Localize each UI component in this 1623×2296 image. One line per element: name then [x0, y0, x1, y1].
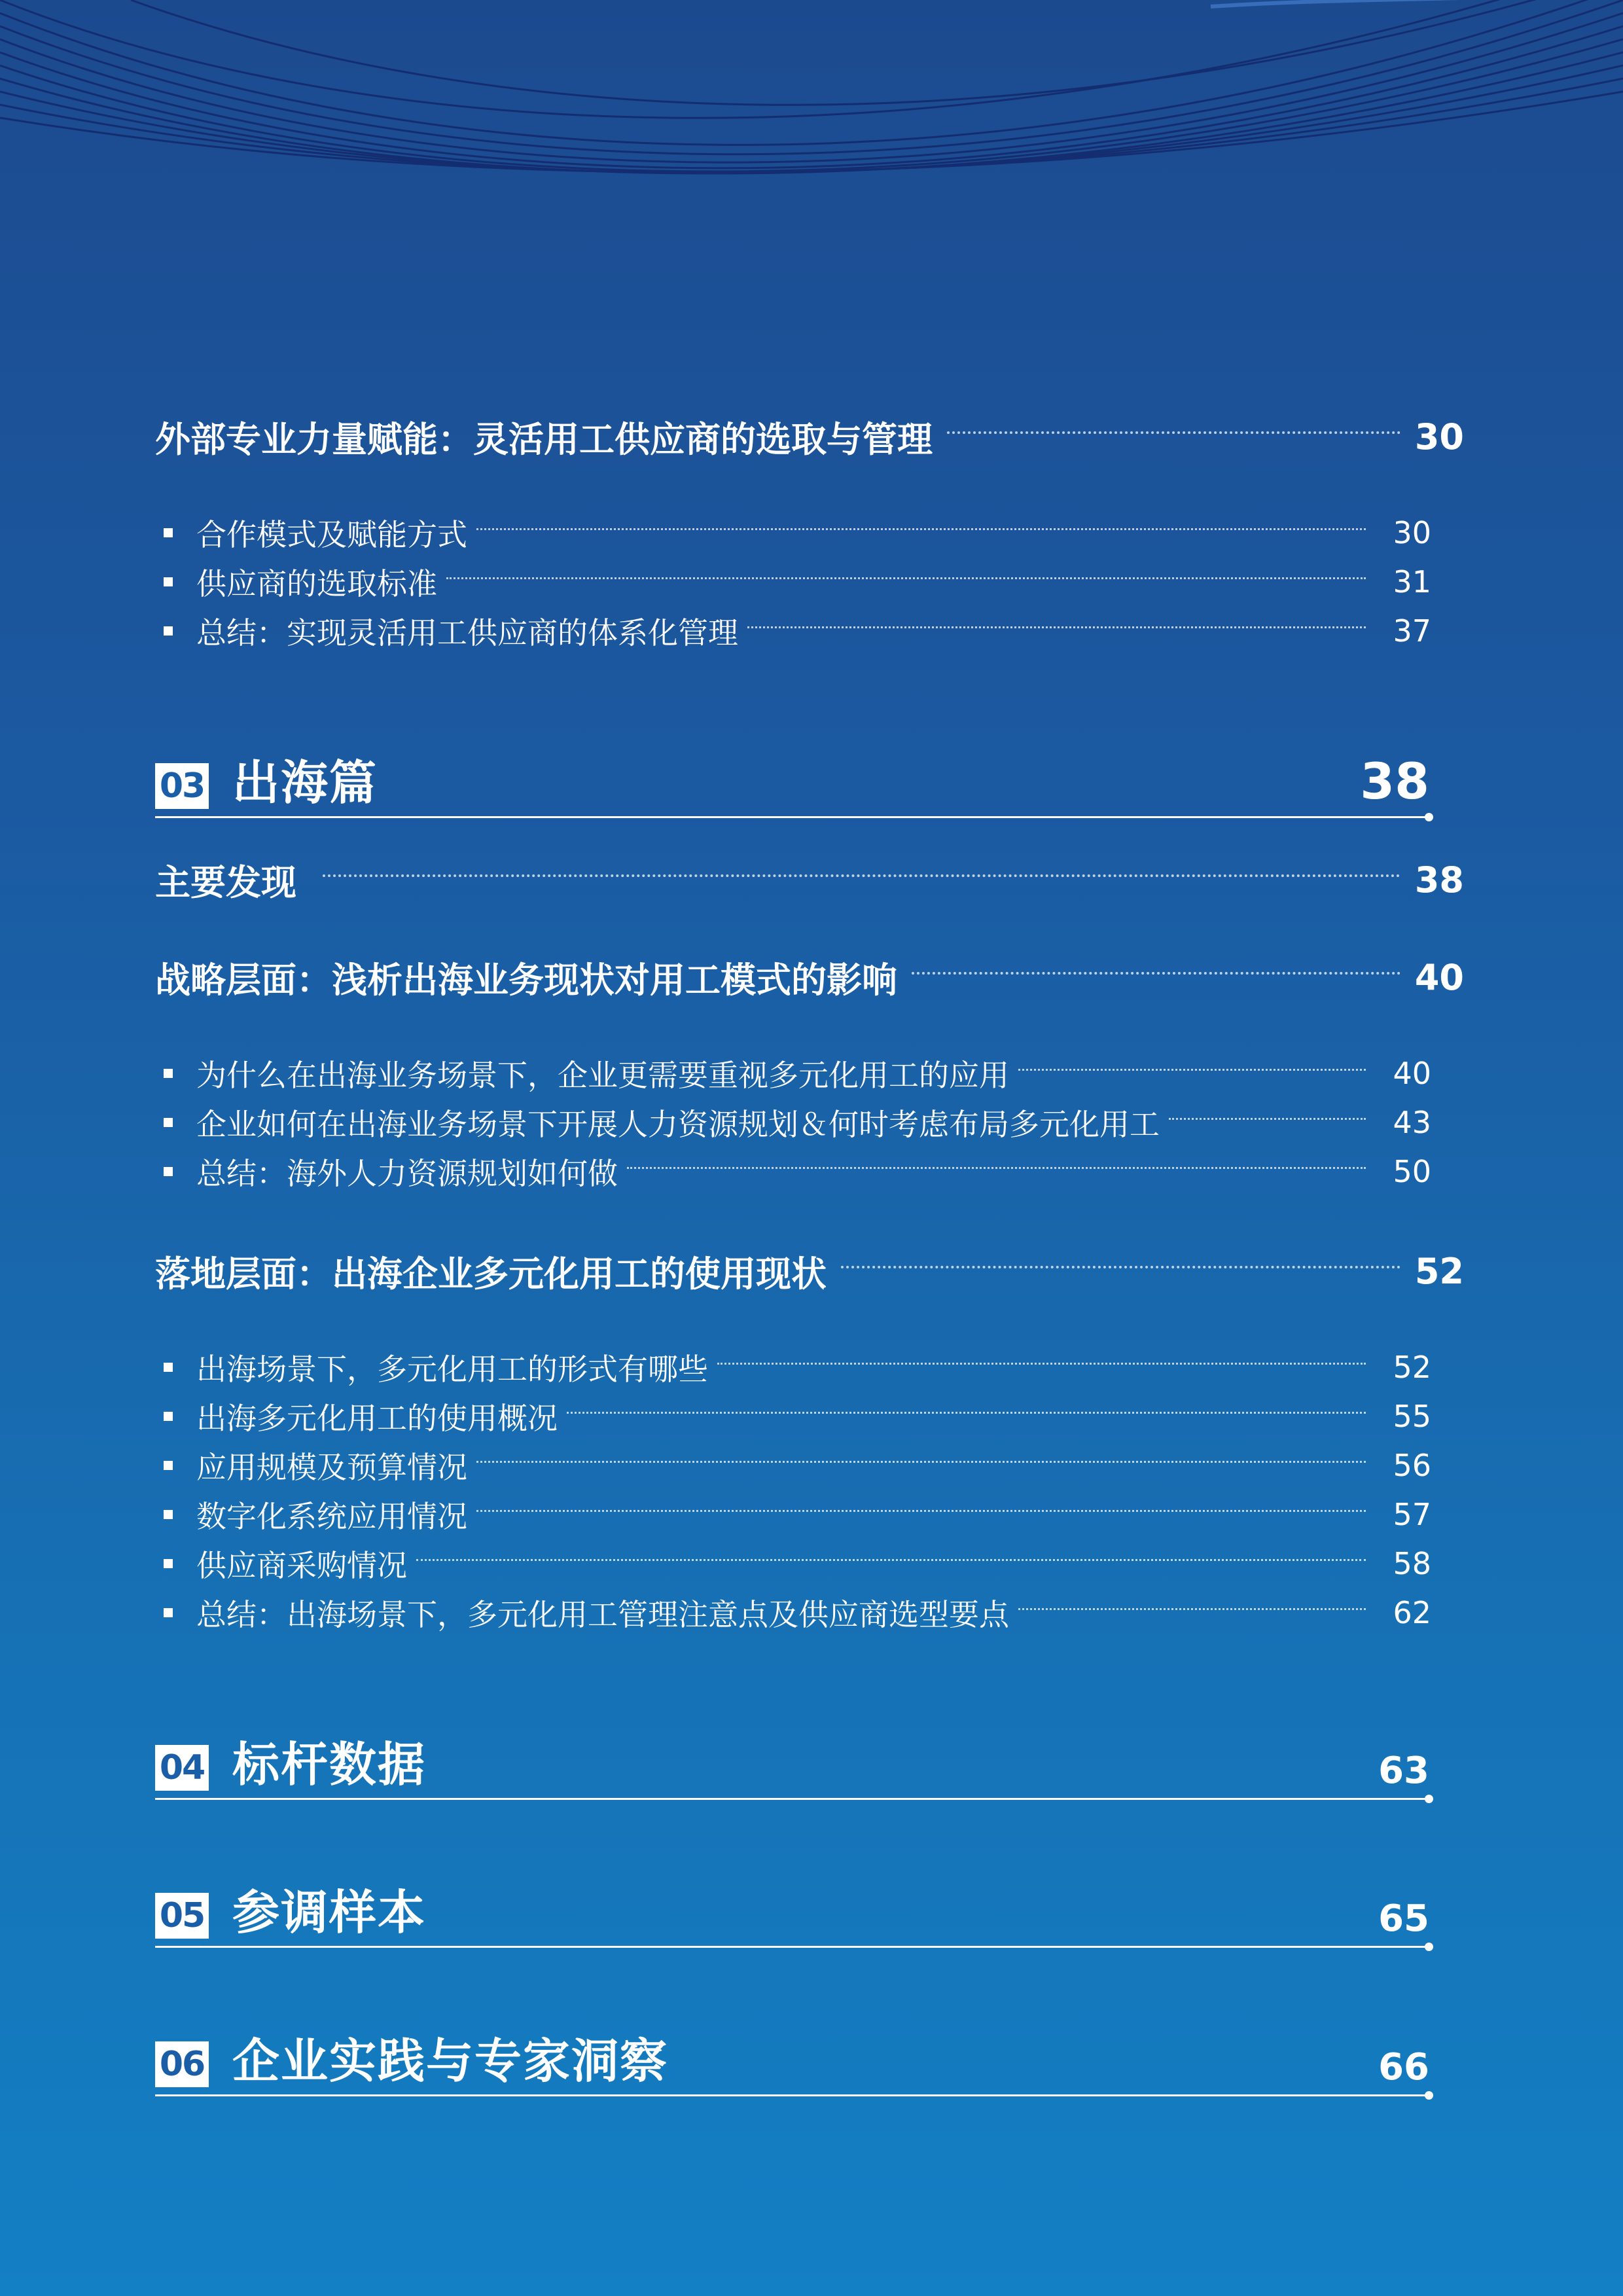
section-number-badge: 03	[155, 763, 209, 809]
toc-page-number: 55	[1393, 1399, 1431, 1434]
dot-leader	[1018, 1069, 1366, 1071]
toc-page-number: 30	[1414, 416, 1464, 457]
toc-heading-title: 落地层面：出海企业多元化用工的使用现状	[155, 1253, 827, 1295]
toc-item[interactable]	[164, 1100, 1431, 1145]
section-number-badge: 04	[155, 1745, 209, 1791]
toc-item-label: 为什么在出海业务场景下，企业更需要重视多元化用工的应用	[196, 1058, 1009, 1093]
dot-leader	[747, 626, 1366, 628]
toc-item-label: 出海多元化用工的使用概况	[196, 1401, 558, 1436]
bullet-square-icon	[164, 626, 173, 636]
toc-heading-main-findings[interactable]	[155, 853, 1464, 906]
toc-page-number: 57	[1393, 1497, 1431, 1532]
toc-page-number: 40	[1393, 1056, 1431, 1091]
toc-page-number: 50	[1393, 1154, 1431, 1189]
section-page-number: 38	[1360, 752, 1429, 810]
bullet-square-icon	[164, 577, 173, 586]
toc-item[interactable]	[164, 1344, 1431, 1390]
bullet-square-icon	[164, 1412, 173, 1421]
section-underline	[155, 1946, 1429, 1948]
toc-heading-landing[interactable]	[155, 1245, 1464, 1297]
bullet-square-icon	[164, 1461, 173, 1470]
toc-page-number: 52	[1414, 1250, 1464, 1292]
toc-page-number: 56	[1393, 1448, 1431, 1483]
toc-item-label: 供应商采购情况	[196, 1548, 407, 1583]
dot-leader	[446, 577, 1366, 579]
bullet-square-icon	[164, 1559, 173, 1568]
toc-item-label: 总结：海外人力资源规划如何做	[196, 1156, 618, 1191]
toc-page-number: 40	[1414, 956, 1464, 998]
toc-item[interactable]	[164, 1492, 1431, 1537]
underline-end-dot	[1425, 2091, 1433, 2100]
section-number-badge: 05	[155, 1893, 209, 1939]
toc-heading-strategy[interactable]	[155, 951, 1464, 1003]
toc-item-label: 总结：出海场景下，多元化用工管理注意点及供应商选型要点	[196, 1597, 1009, 1632]
dot-leader	[416, 1559, 1366, 1561]
toc-page-number: 37	[1393, 613, 1431, 649]
toc-item-label: 出海场景下，多元化用工的形式有哪些	[196, 1352, 708, 1387]
section-page-number: 66	[1378, 2046, 1429, 2089]
toc-item[interactable]	[164, 1149, 1431, 1194]
bullet-square-icon	[164, 1363, 173, 1372]
bullet-square-icon	[164, 1608, 173, 1617]
toc-item[interactable]	[164, 1541, 1431, 1587]
section-title: 标杆数据	[232, 1737, 427, 1792]
dot-leader	[912, 972, 1400, 975]
toc-heading-supplier-management[interactable]	[155, 410, 1464, 463]
bullet-square-icon	[164, 1118, 173, 1127]
dot-leader	[567, 1412, 1366, 1414]
toc-item[interactable]	[164, 559, 1431, 605]
dot-leader	[717, 1363, 1366, 1365]
section-06-header[interactable]	[155, 2024, 1429, 2096]
toc-page-number: 58	[1393, 1546, 1431, 1581]
toc-item-label: 总结：实现灵活用工供应商的体系化管理	[196, 615, 738, 651]
section-page-number: 65	[1378, 1897, 1429, 1940]
dot-leader	[1169, 1118, 1366, 1120]
section-title: 企业实践与专家洞察	[232, 2034, 669, 2089]
dot-leader	[476, 1510, 1366, 1512]
toc-heading-title: 外部专业力量赋能：灵活用工供应商的选取与管理	[155, 418, 933, 460]
bullet-square-icon	[164, 1510, 173, 1519]
toc-item-label: 企业如何在出海业务场景下开展人力资源规划＆何时考虑布局多元化用工	[196, 1107, 1160, 1142]
section-underline	[155, 2094, 1429, 2096]
underline-end-dot	[1425, 1795, 1433, 1803]
toc-page-number: 30	[1393, 515, 1431, 550]
section-underline	[155, 1798, 1429, 1800]
toc-item-label: 应用规模及预算情况	[196, 1450, 467, 1485]
toc-item[interactable]	[164, 1050, 1431, 1096]
toc-item-label: 供应商的选取标准	[196, 566, 437, 601]
toc-item[interactable]	[164, 1393, 1431, 1439]
dot-leader	[627, 1167, 1366, 1169]
toc-page-number: 62	[1393, 1595, 1431, 1630]
section-03-header[interactable]	[155, 746, 1429, 818]
bullet-square-icon	[164, 528, 173, 537]
section-04-header[interactable]	[155, 1728, 1429, 1800]
underline-end-dot	[1425, 813, 1433, 821]
dot-leader	[476, 528, 1366, 530]
toc-item[interactable]	[164, 1590, 1431, 1636]
section-underline	[155, 816, 1429, 818]
dot-leader	[476, 1461, 1366, 1463]
dot-leader	[947, 431, 1400, 434]
toc-heading-title: 主要发现	[155, 861, 296, 903]
toc-page-number: 31	[1393, 564, 1431, 600]
underline-end-dot	[1425, 1943, 1433, 1951]
toc-item[interactable]	[164, 1443, 1431, 1488]
toc-item[interactable]	[164, 608, 1431, 654]
section-05-header[interactable]	[155, 1876, 1429, 1948]
toc-page-number: 38	[1414, 859, 1464, 901]
section-title: 出海篇	[232, 755, 378, 810]
toc-heading-title: 战略层面：浅析出海业务现状对用工模式的影响	[155, 959, 897, 1001]
toc-page-number: 43	[1393, 1105, 1431, 1140]
dot-leader	[1018, 1608, 1366, 1610]
toc-item-label: 合作模式及赋能方式	[196, 517, 467, 552]
bullet-square-icon	[164, 1167, 173, 1176]
toc-item[interactable]	[164, 510, 1431, 556]
dot-leader	[841, 1266, 1400, 1268]
toc-item-label: 数字化系统应用情况	[196, 1499, 467, 1534]
section-page-number: 63	[1378, 1749, 1429, 1792]
toc-page-number: 52	[1393, 1350, 1431, 1385]
dot-leader	[323, 874, 1400, 877]
bullet-square-icon	[164, 1069, 173, 1078]
section-number-badge: 06	[155, 2041, 209, 2087]
section-title: 参调样本	[232, 1885, 427, 1940]
